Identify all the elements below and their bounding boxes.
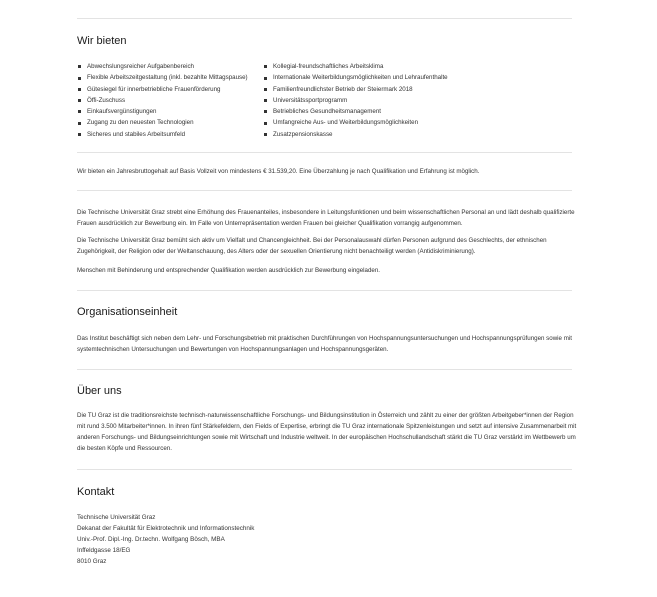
contact-address xyxy=(77,512,254,567)
list-item: Familienfreundlichster Betrieb der Steiermark 2018 xyxy=(263,84,448,95)
about-text: Die TU Graz ist die traditionsreichste technisch-naturwissenschaftliche Forschungs- und Bildungsinstitution in Österreich und zählt zu einer der größten Arbeitgeber*innen der Region mit rund 3.500 Mitarbeiter*innen. In ihren fünf Stärkefeldern, den Fields of Expertise, erbringt die TU Graz internationale Spitzenleistungen und setzt auf intensive Zusammenarbeit mit anderen Forschungs- und Bildungseinrichtungen sowie mit Wirtschaft und Industrie weltweit. In der europäischen Hochschullandschaft stärkt die TU Graz verstärkt im Wettbewerb um die besten Köpfe und Ressourcen. xyxy=(77,412,577,452)
diversity-paragraph-1: Die Technische Universität Graz strebt eine Erhöhung des Frauenanteiles, insbesondere in Leitungsfunktionen und beim wissenschaftlichen Personal an und lädt deshalb qualifizierte Frauen ausdrücklich zur Bewerbung ein. Im Falle von Unterrepräsentation werden Frauen bei gleicher Qualifikation vorrangig aufgenommen. xyxy=(77,209,575,227)
about-heading: Über uns xyxy=(77,385,122,397)
contact-line: Univ.-Prof. Dipl.-Ing. Dr.techn. Wolfgang Bösch, MBA xyxy=(77,536,225,543)
list-item: Internationale Weiterbildungsmöglichkeiten und Lehraufenthalte xyxy=(263,72,448,83)
list-item: Umfangreiche Aus- und Weiterbildungsmöglichkeiten xyxy=(263,117,448,128)
list-item: Kollegial-freundschaftliches Arbeitsklima xyxy=(263,61,448,72)
benefits-list-right xyxy=(263,61,448,140)
benefits-list-left xyxy=(77,61,248,140)
list-item: Flexible Arbeitszeitgestaltung (inkl. bezahlte Mittagspause) xyxy=(77,72,248,83)
top-divider xyxy=(77,18,572,19)
list-item: Einkaufsvergünstigungen xyxy=(77,106,248,117)
list-item: Abwechslungsreicher Aufgabenbereich xyxy=(77,61,248,72)
section-divider xyxy=(77,469,572,470)
list-item: Gütesiegel für innerbetriebliche Frauenförderung xyxy=(77,84,248,95)
salary-text: Wir bieten ein Jahresbruttogehalt auf Basis Vollzeit von mindestens € 31.539,20. Eine Überzahlung je nach Qualifikation und Erfahrung ist möglich. xyxy=(77,168,480,175)
contact-line: Dekanat der Fakultät für Elektrotechnik und Informationstechnik xyxy=(77,525,255,532)
benefits-heading: Wir bieten xyxy=(77,35,127,47)
organisation-heading: Organisationseinheit xyxy=(77,306,178,318)
section-divider xyxy=(77,152,572,153)
diversity-paragraph-2: Die Technische Universität Graz bemüht sich aktiv um Vielfalt und Chancengleichheit. Bei der Personalauswahl dürfen Personen aufgrund des Geschlechts, der ethnischen Zugehörigkeit, der Religion oder der Weltanschauung, des Alters oder der sexuellen Orientierung nicht benachteiligt werden (Antidiskriminierung). xyxy=(77,237,547,255)
section-divider xyxy=(77,190,572,191)
list-item: Betriebliches Gesundheitsmanagement xyxy=(263,106,448,117)
list-item: Zusatzpensionskasse xyxy=(263,129,448,140)
section-divider xyxy=(77,290,572,291)
diversity-paragraph-3: Menschen mit Behinderung und entsprechender Qualifikation werden ausdrücklich zur Bewerbung eingeladen. xyxy=(77,267,381,274)
section-divider xyxy=(77,369,572,370)
organisation-text: Das Institut beschäftigt sich neben dem Lehr- und Forschungsbetrieb mit praktischen Durchführungen von Hochspannungsuntersuchungen und Hochspannungsprüfungen sowie mit systemtechnischen Untersuchungen und Bewertungen von Hochspannungsanlagen und Hochspannungsgeräten. xyxy=(77,335,572,353)
contact-line: Inffeldgasse 18/EG xyxy=(77,547,131,554)
list-item: Universitätssportprogramm xyxy=(263,95,448,106)
contact-heading: Kontakt xyxy=(77,486,115,498)
contact-line: 8010 Graz xyxy=(77,558,107,565)
list-item: Sicheres und stabiles Arbeitsumfeld xyxy=(77,129,248,140)
contact-line: Technische Universität Graz xyxy=(77,514,156,521)
list-item: Zugang zu den neuesten Technologien xyxy=(77,117,248,128)
list-item: Öffi-Zuschuss xyxy=(77,95,248,106)
